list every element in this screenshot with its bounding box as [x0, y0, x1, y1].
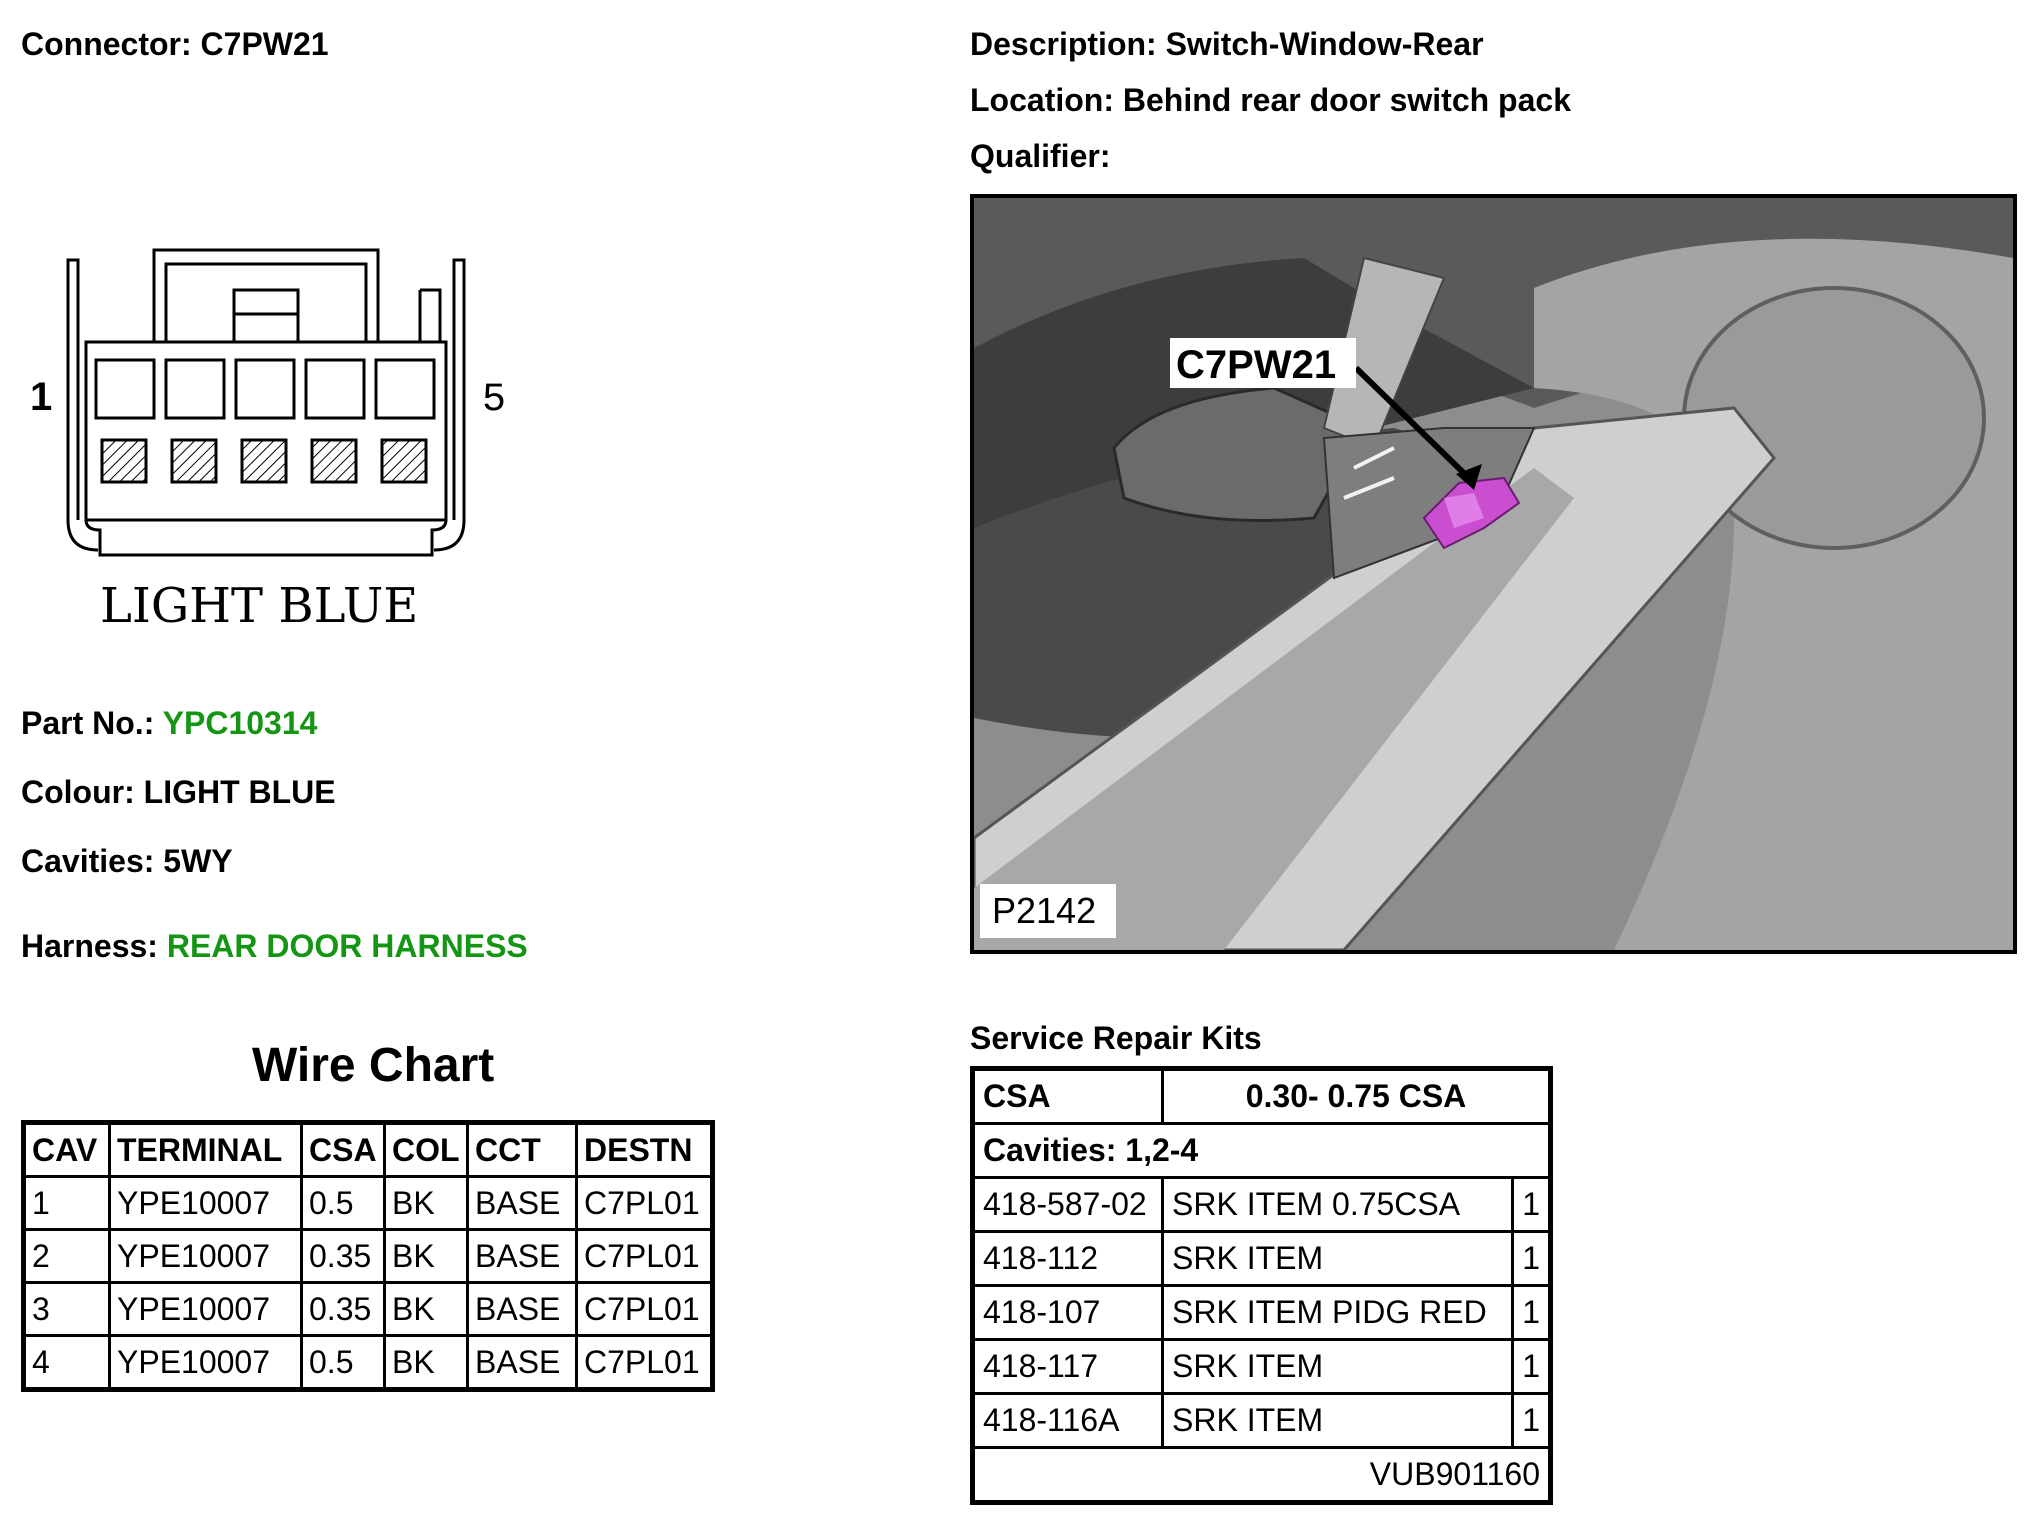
- table-row: [973, 1178, 1551, 1232]
- srk-item-desc: SRK ITEM 0.75CSA: [1163, 1178, 1513, 1232]
- location-line: [970, 82, 1571, 119]
- cell-destn: C7PL01: [577, 1177, 713, 1230]
- srk-part-number: 418-112: [973, 1232, 1163, 1286]
- cavities-line: [21, 843, 233, 880]
- part-number-link[interactable]: YPC10314: [162, 705, 318, 741]
- location-value: Behind rear door switch pack: [1122, 82, 1571, 118]
- srk-footer-code: VUB901160: [973, 1448, 1551, 1503]
- header-cav: CAV: [24, 1123, 110, 1177]
- srk-title: Service Repair Kits: [970, 1020, 1262, 1056]
- srk-cavities-row: [973, 1124, 1551, 1178]
- location-photo: [970, 194, 2017, 954]
- harness-link[interactable]: REAR DOOR HARNESS: [166, 928, 528, 964]
- table-row: [973, 1394, 1551, 1448]
- table-row: [973, 1232, 1551, 1286]
- cell-cct: BASE: [468, 1283, 577, 1336]
- cell-terminal: YPE10007: [110, 1177, 302, 1230]
- srk-item-qty: 1: [1513, 1394, 1551, 1448]
- connector-line: [21, 26, 329, 63]
- srk-item-qty: 1: [1513, 1286, 1551, 1340]
- qualifier-label: Qualifier:: [970, 138, 1111, 174]
- description-label: Description:: [970, 26, 1157, 62]
- wire-chart-table: [21, 1120, 715, 1392]
- photo-callout-label: C7PW21: [1176, 343, 1337, 387]
- table-row: [24, 1177, 713, 1230]
- srk-item-desc: SRK ITEM: [1163, 1232, 1513, 1286]
- cell-terminal: YPE10007: [110, 1230, 302, 1283]
- connector-face-diagram: [20, 230, 540, 650]
- cell-cav: 3: [24, 1283, 110, 1336]
- cell-cav: 2: [24, 1230, 110, 1283]
- srk-item-desc: SRK ITEM: [1163, 1340, 1513, 1394]
- terminal-row: [102, 440, 426, 482]
- part-label: Part No.:: [21, 705, 155, 741]
- table-row: [973, 1286, 1551, 1340]
- harness-label: Harness:: [21, 928, 158, 964]
- cavities-value: 5WY: [163, 843, 233, 879]
- cell-destn: C7PL01: [577, 1283, 713, 1336]
- diagram-colour-text: LIGHT BLUE: [100, 578, 419, 634]
- cavity-row: [96, 360, 434, 418]
- srk-part-number: 418-117: [973, 1340, 1163, 1394]
- header-csa: CSA: [302, 1123, 385, 1177]
- cell-col: BK: [385, 1283, 468, 1336]
- table-row: [24, 1283, 713, 1336]
- srk-csa-value: 0.30- 0.75 CSA: [1163, 1069, 1551, 1124]
- header-destn: DESTN: [577, 1123, 713, 1177]
- srk-part-number: 418-107: [973, 1286, 1163, 1340]
- part-line: [21, 705, 317, 742]
- cell-csa: 0.35: [302, 1283, 385, 1336]
- pin-1-label: 1: [30, 375, 53, 419]
- colour-value: LIGHT BLUE: [143, 774, 336, 810]
- srk-csa-label: CSA: [973, 1069, 1163, 1124]
- cell-csa: 0.35: [302, 1230, 385, 1283]
- table-row: [24, 1336, 713, 1390]
- cell-col: BK: [385, 1336, 468, 1390]
- cell-csa: 0.5: [302, 1177, 385, 1230]
- srk-part-number: 418-116A: [973, 1394, 1163, 1448]
- qualifier-line: [970, 138, 1110, 175]
- colour-line: [21, 774, 336, 811]
- cell-terminal: YPE10007: [110, 1283, 302, 1336]
- srk-item-qty: 1: [1513, 1178, 1551, 1232]
- srk-csa-row: [973, 1069, 1551, 1124]
- srk-item-qty: 1: [1513, 1232, 1551, 1286]
- cell-destn: C7PL01: [577, 1336, 713, 1390]
- harness-line: [21, 928, 528, 965]
- header-col: COL: [385, 1123, 468, 1177]
- colour-label: Colour:: [21, 774, 135, 810]
- header-cct: CCT: [468, 1123, 577, 1177]
- cell-cav: 4: [24, 1336, 110, 1390]
- cell-cav: 1: [24, 1177, 110, 1230]
- connector-value: C7PW21: [200, 26, 329, 62]
- pin-5-label: 5: [482, 378, 507, 423]
- cavities-label: Cavities:: [21, 843, 155, 879]
- srk-item-desc: SRK ITEM PIDG RED: [1163, 1286, 1513, 1340]
- srk-footer-row: [973, 1448, 1551, 1503]
- cell-col: BK: [385, 1177, 468, 1230]
- cell-cct: BASE: [468, 1336, 577, 1390]
- cell-terminal: YPE10007: [110, 1336, 302, 1390]
- description-line: [970, 26, 1484, 63]
- srk-item-desc: SRK ITEM: [1163, 1394, 1513, 1448]
- cell-destn: C7PL01: [577, 1230, 713, 1283]
- header-terminal: TERMINAL: [110, 1123, 302, 1177]
- wire-chart-title: Wire Chart: [252, 1039, 495, 1092]
- description-value: Switch-Window-Rear: [1165, 26, 1484, 62]
- location-label: Location:: [970, 82, 1114, 118]
- cell-csa: 0.5: [302, 1336, 385, 1390]
- connector-label: Connector:: [21, 26, 192, 62]
- table-row: [973, 1340, 1551, 1394]
- cell-col: BK: [385, 1230, 468, 1283]
- srk-cavities: Cavities: 1,2-4: [973, 1124, 1551, 1178]
- wire-chart-header-row: [24, 1123, 713, 1177]
- srk-part-number: 418-587-02: [973, 1178, 1163, 1232]
- srk-item-qty: 1: [1513, 1340, 1551, 1394]
- srk-table: [970, 1066, 1553, 1505]
- table-row: [24, 1230, 713, 1283]
- cell-cct: BASE: [468, 1230, 577, 1283]
- photo-ref-label: P2142: [992, 890, 1097, 931]
- cell-cct: BASE: [468, 1177, 577, 1230]
